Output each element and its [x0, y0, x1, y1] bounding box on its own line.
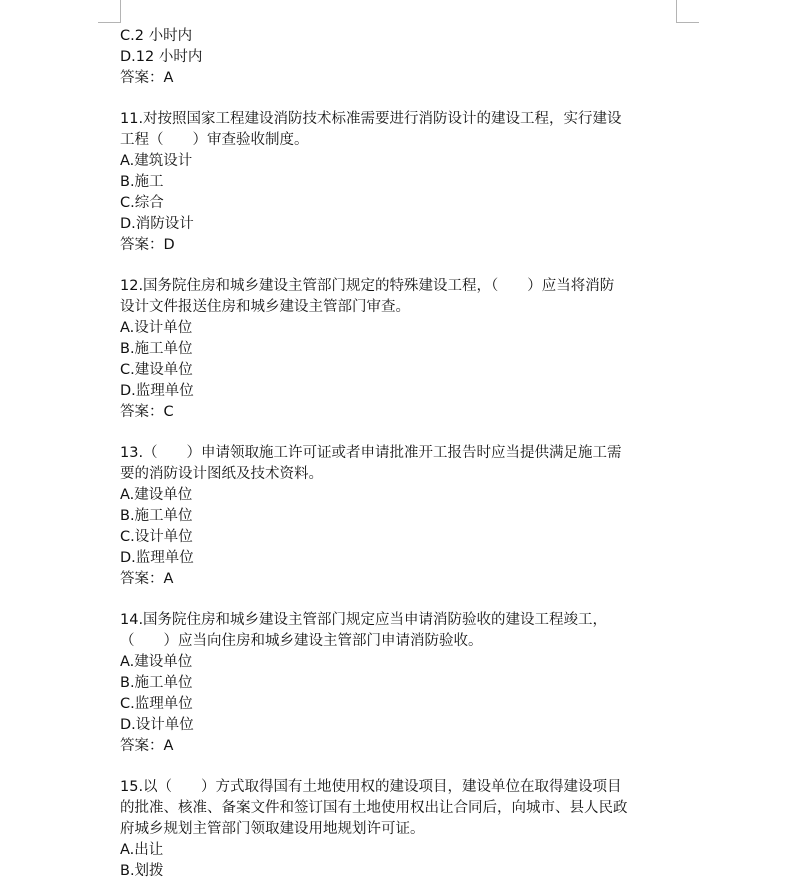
- option-line: B.施工: [120, 174, 164, 190]
- option-line: A.建设单位: [120, 487, 193, 503]
- option-line: D.设计单位: [120, 717, 194, 733]
- question-13-text-line-1: 13.（ ）申请领取施工许可证或者申请批准开工报告时应当提供满足施工需: [120, 445, 622, 461]
- question-15-text-line-2: 的批准、核准、备案文件和签订国有土地使用权出让合同后，向城市、县人民政: [120, 800, 628, 816]
- option-line: B.施工单位: [120, 341, 193, 357]
- question-14-text-line-2: （ ）应当向住房和城乡建设主管部门申请消防验收。: [120, 633, 483, 649]
- question-12-text-line-1: 12.国务院住房和城乡建设主管部门规定的特殊建设工程，（ ）应当将消防: [120, 278, 615, 294]
- answer-line: 答案：A: [120, 738, 174, 754]
- question-11-text-line-2: 工程（ ）审查验收制度。: [120, 132, 309, 148]
- page-corner-mark-top-left: [98, 0, 121, 23]
- option-line: C.综合: [120, 195, 164, 211]
- option-line: D.监理单位: [120, 550, 194, 566]
- option-line: A.出让: [120, 842, 164, 858]
- option-line: C.设计单位: [120, 529, 193, 545]
- option-line: B.施工单位: [120, 675, 193, 691]
- option-line: B.施工单位: [120, 508, 193, 524]
- question-14-text-line-1: 14.国务院住房和城乡建设主管部门规定应当申请消防验收的建设工程竣工，: [120, 612, 608, 628]
- option-line: D.12 小时内: [120, 49, 203, 65]
- answer-line: 答案：C: [120, 404, 174, 420]
- question-11-text-line-1: 11.对按照国家工程建设消防技术标准需要进行消防设计的建设工程，实行建设: [120, 111, 622, 127]
- option-line: A.建设单位: [120, 654, 193, 670]
- option-line: C.2 小时内: [120, 28, 193, 44]
- option-line: A.建筑设计: [120, 153, 193, 169]
- answer-line: 答案：A: [120, 70, 174, 86]
- option-line: D.监理单位: [120, 383, 194, 399]
- option-line: A.设计单位: [120, 320, 193, 336]
- option-line: C.建设单位: [120, 362, 193, 378]
- answer-line: 答案：D: [120, 237, 175, 253]
- document-body: [120, 26, 680, 882]
- option-line: D.消防设计: [120, 216, 194, 232]
- option-line: B.划拨: [120, 863, 164, 879]
- question-15-text-line-1: 15.以（ ）方式取得国有土地使用权的建设项目，建设单位在取得建设项目: [120, 779, 622, 795]
- question-15-text-line-3: 府城乡规划主管部门领取建设用地规划许可证。: [120, 821, 425, 837]
- answer-line: 答案：A: [120, 571, 174, 587]
- option-line: C.监理单位: [120, 696, 193, 712]
- question-13-text-line-2: 要的消防设计图纸及技术资料。: [120, 466, 323, 482]
- page-corner-mark-top-right: [676, 0, 699, 23]
- question-12-text-line-2: 设计文件报送住房和城乡建设主管部门审查。: [120, 299, 410, 315]
